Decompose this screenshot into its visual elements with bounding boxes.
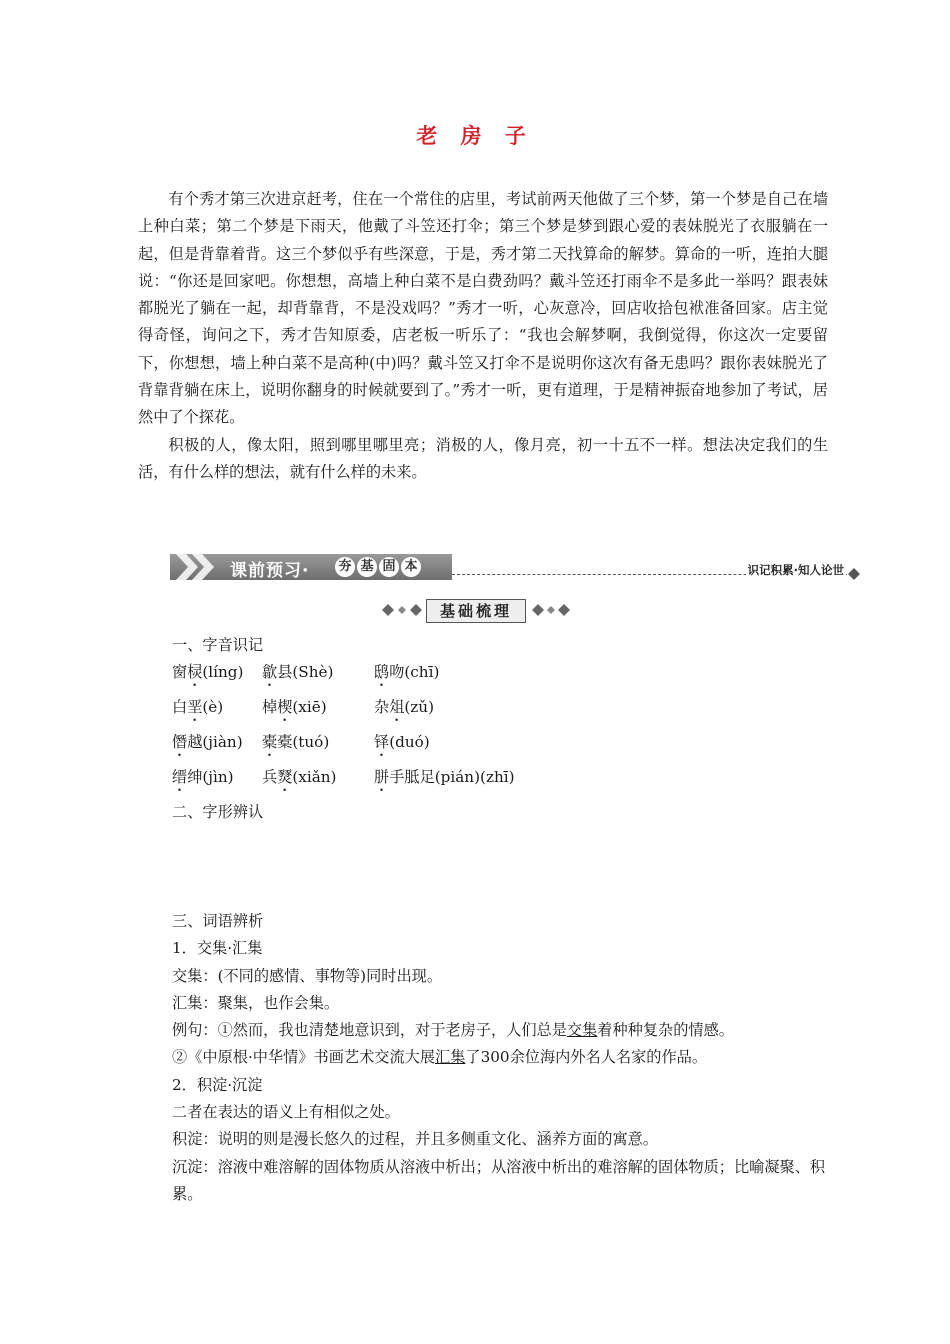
section-heading: 二、字形辨认: [172, 803, 264, 821]
pinyin-item: 鸱吻(chī): [374, 663, 440, 681]
banner-badges: [335, 557, 421, 577]
banner-badge: 固: [379, 557, 399, 577]
item-title: 1．交集·汇集: [172, 939, 263, 958]
pinyin-item: 铎(duó): [374, 733, 430, 751]
pinyin-item: 胼手胝足(pián)(zhī): [374, 768, 515, 786]
page-title: 老 房 子: [416, 124, 534, 148]
pinyin-item: 歙县(Shè): [262, 663, 334, 681]
banner-title: 课前预习·: [230, 561, 310, 581]
section-heading: 三、词语辨析: [172, 912, 264, 930]
pinyin-item: 杂俎(zǔ): [374, 698, 435, 716]
diamond-icon: [398, 606, 406, 614]
banner-badge: 基: [357, 557, 377, 577]
definition: 沉淀：溶液中难溶解的固体物质从溶液中析出；从溶液中析出的难溶解的固体物质；比喻凝聚、积累。: [172, 1157, 826, 1203]
underlined-word: 交集: [566, 1021, 598, 1040]
diamond-icon: [410, 604, 422, 616]
example-sentence: 例句：①然而，我也清楚地意识到，对于老房子，人们总是交集着种种复杂的情感。: [172, 1021, 734, 1040]
pinyin-item: 窗棂(líng): [172, 663, 244, 681]
diamond-icon: [848, 568, 860, 580]
story-text: [138, 186, 828, 486]
pinyin-item: 棹楔(xiē): [262, 698, 327, 716]
diamond-icon: [558, 604, 570, 616]
pinyin-item: 橐橐(tuó): [262, 733, 330, 751]
double-chevron-icon: [172, 554, 218, 580]
item-title: 2．积淀·沉淀: [172, 1075, 263, 1094]
banner-box: [170, 554, 452, 580]
subheading-row: [0, 599, 950, 625]
subheading: 基础梳理: [426, 599, 526, 623]
pinyin-item: 白垩(è): [172, 698, 224, 716]
banner-badge: 夯: [335, 557, 355, 577]
pinyin-item: 僭越(jiàn): [172, 733, 243, 751]
example-sentence: ②《中原根·中华情》书画艺术交流大展汇集了300余位海内外名人名家的作品。: [172, 1048, 708, 1067]
banner-right-label: 识记积累·知人论世: [747, 563, 844, 577]
diamond-icon: [532, 604, 544, 616]
pinyin-item: 缙绅(jìn): [172, 768, 234, 786]
definition: 交集：(不同的感情、事物等)同时出现。: [172, 966, 443, 985]
diamond-icon: [547, 606, 555, 614]
pinyin-item: 兵燹(xiǎn): [262, 768, 337, 786]
section-3: [172, 908, 832, 1208]
section-heading: 一、字音识记: [172, 636, 264, 654]
story-paragraph-2: 积极的人，像太阳，照到哪里哪里亮；消极的人，像月亮，初一十五不一样。想法决定我们的生活，有什么样的想法，就有什么样的未来。: [138, 435, 828, 481]
banner-badge: 本: [401, 557, 421, 577]
story-paragraph-1: 有个秀才第三次进京赶考，住在一个常住的店里，考试前两天他做了三个梦，第一个梦是自己在墙上种白菜；第二个梦是下雨天，他戴了斗笠还打伞；第三个梦是梦到跟心爱的表妹脱光了衣服躺在一起，但是背靠着背。这三个梦似乎有些深意，于是，秀才第二天找算命的解梦。算命的一听，连拍大腿说：“你还是回家吧。你想想，高墙上种白菜不是白费劲吗？戴斗笠还打雨伞不是多此一举吗？跟表妹都脱光了躺在一起，却背靠背，不是没戏吗？”秀才一听，心灰意冷，回店收拾包袱准备回家。店主觉得奇怪，询问之下，秀才告知原委，店老板一听乐了：“我也会解梦啊，我倒觉得，你这次一定要留下，你想想，墙上种白菜不是高种(中)吗？戴斗笠又打伞不是说明你这次有备无患吗？跟你表妹脱光了背靠背躺在床上，说明你翻身的时候就要到了。”秀才一听，更有道理，于是精神振奋地参加了考试，居然中了个探花。: [138, 190, 828, 427]
section-banner: [170, 554, 860, 580]
definition: 积淀：说明的则是漫长悠久的过程，并且多侧重文化、涵养方面的寓意。: [172, 1130, 658, 1149]
definition: 汇集：聚集，也作会集。: [172, 993, 340, 1012]
body-line: 二者在表达的语义上有相似之处。: [172, 1103, 400, 1122]
underlined-word: 汇集: [435, 1048, 466, 1067]
diamond-icon: [382, 604, 394, 616]
